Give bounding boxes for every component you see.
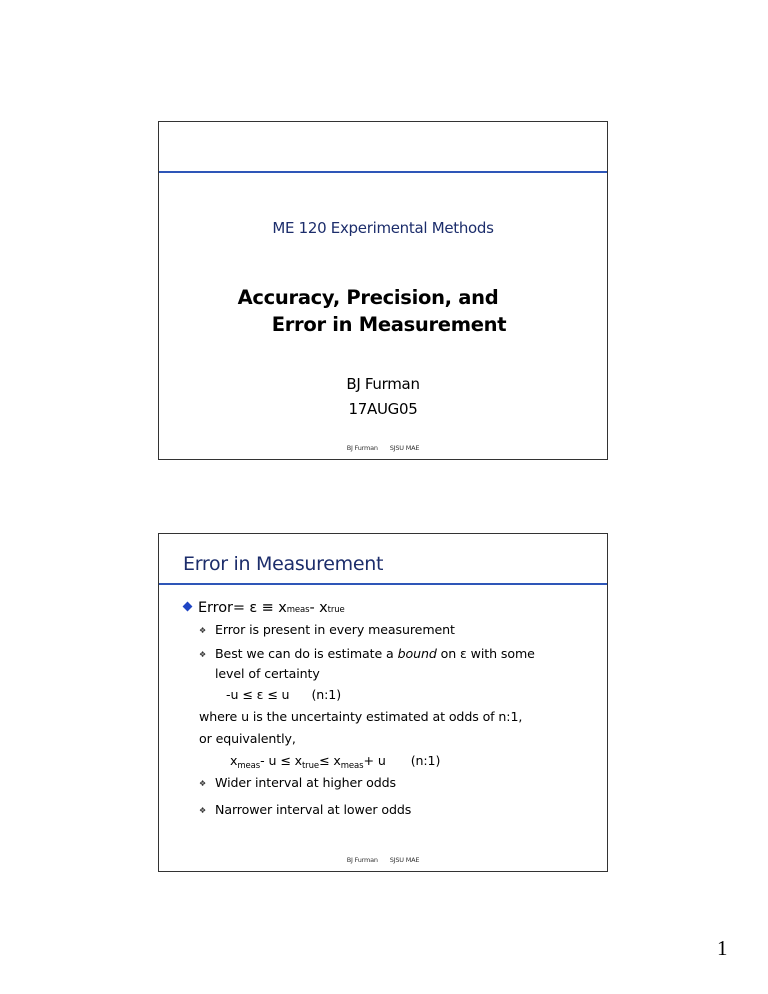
diamond-bullet-icon — [183, 602, 193, 612]
sub-bullet — [181, 774, 597, 794]
error-eq: = ε ≡ x — [232, 600, 287, 616]
sub-bullet — [181, 621, 597, 641]
sub-bullet-icon: ❖ — [199, 650, 207, 659]
sub-bullet-text: Error is present in every measurement — [215, 622, 455, 637]
footer-dept: SJSU MAE — [389, 856, 420, 864]
sub-bullet — [181, 801, 597, 821]
main-bullet: Error = ε ≡ x meas - x true — [181, 599, 597, 617]
inequality-2 — [181, 752, 597, 770]
equiv-text: or equivalently, — [199, 731, 296, 746]
where-text: where u is the uncertainty estimated at odds of n:1, — [199, 709, 523, 724]
var: - u ≤ x — [260, 753, 302, 768]
slide-title — [159, 284, 607, 338]
var: x — [230, 753, 238, 768]
title-slide — [158, 121, 608, 460]
slide-footer — [159, 444, 607, 452]
page-number: 1 — [717, 936, 728, 960]
title-line-2: Error in Measurement — [271, 313, 507, 336]
var: + u — [363, 753, 386, 768]
sub-bullet-text: Narrower interval at lower odds — [215, 802, 412, 817]
subscript: true — [301, 761, 319, 771]
slide-body — [181, 599, 597, 825]
slide-title: Error in Measurement — [183, 553, 384, 575]
var: ≤ x — [319, 753, 341, 768]
error-eq-mid: - x — [309, 600, 328, 616]
date: 17AUG05 — [348, 400, 418, 418]
sub-bullet-text: Wider interval at higher odds — [215, 775, 397, 790]
italic-text: bound — [397, 646, 437, 661]
subscript: meas — [237, 761, 261, 771]
content-slide — [158, 533, 608, 872]
footer-dept: SJSU MAE — [389, 444, 420, 452]
author-name: BJ Furman — [346, 375, 420, 393]
inequality-1 — [181, 686, 597, 704]
slide-footer — [159, 856, 607, 864]
inequality-text: -u ≤ ε ≤ u — [226, 687, 290, 702]
text: Best we can do is estimate a — [215, 646, 398, 661]
sub-bullet-icon: ❖ — [199, 779, 207, 788]
footer-author: BJ Furman — [346, 444, 378, 452]
odds-text: (n:1) — [410, 753, 441, 768]
subscript: meas — [340, 761, 364, 771]
sub-bullet-text — [215, 645, 535, 663]
footer-author: BJ Furman — [346, 856, 378, 864]
odds-text: (n:1) — [311, 687, 342, 702]
title-line-1: Accuracy, Precision, and — [237, 286, 499, 309]
text: on ε with some — [436, 646, 535, 661]
error-label: Error — [198, 600, 233, 616]
continuation-line: level of certainty — [215, 666, 320, 681]
header-rule — [159, 583, 607, 585]
sub-bullet-icon: ❖ — [199, 806, 207, 815]
author-block — [159, 372, 607, 422]
sub-bullet-icon: ❖ — [199, 626, 207, 635]
sub-bullet — [181, 645, 597, 665]
course-name: ME 120 Experimental Methods — [272, 219, 494, 237]
header-rule — [159, 171, 607, 173]
